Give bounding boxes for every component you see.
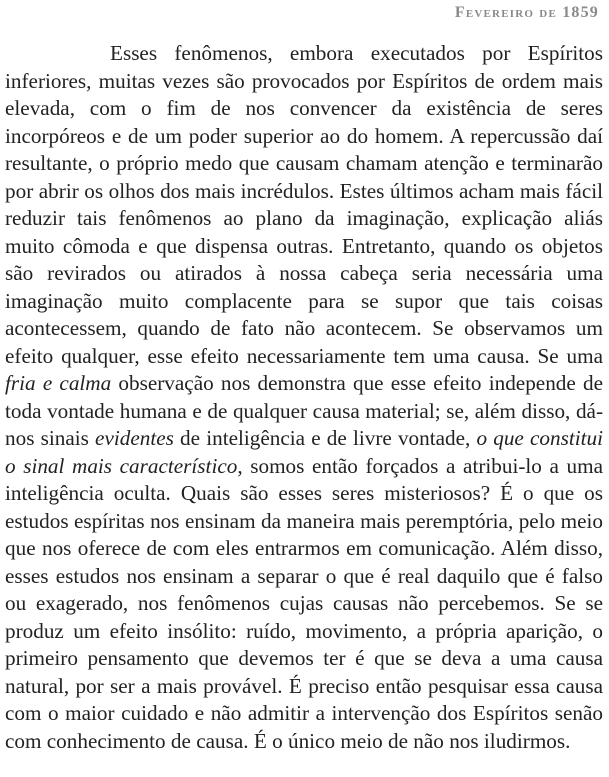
text-segment-3: de inteligência e de livre vontade, xyxy=(173,426,477,450)
text-segment-4: , somos então forçados a atribui-lo a uma inteligência oculta. Quais são esses seres misteriosos? É o que os estudos espíritas nos ensinam da maneira mais peremptória, pelo meio que nos oferece de com eles entrarmos em comunicação. Além disso, esses estudos nos ensinam a separar o que é real daquilo que é falso ou exagerado, nos fenômenos cujas causas não percebemos. Se se produz um efeito insólito: ruído, movimento, a própria aparição, o primeiro pensamento que devemos ter é que se deva a uma causa natural, por ser a mais provável. É preciso então pesquisar essa causa com o maior cuidado e não admitir a intervenção dos Espíritos senão com conhecimento de causa. É o único meio de não nos iludirmos. xyxy=(5,453,603,753)
page-body xyxy=(5,40,603,755)
text-segment-2: observação nos demonstra que esse efeito independe de toda vontade humana e de qualquer causa material; se, além disso, dá-nos sinais xyxy=(5,371,603,450)
body-paragraph xyxy=(5,40,603,755)
emphasis-sinal-caracteristico: o que constitui o sinal mais característico xyxy=(5,426,603,478)
running-header: Fevereiro de 1859 xyxy=(454,4,599,21)
emphasis-fria-e-calma: fria e calma xyxy=(5,371,112,395)
text-segment-1: Esses fenômenos, embora executados por Espíritos inferiores, muitas vezes são provocados por Espíritos de ordem mais elevada, com o fim de nos convencer da existência de seres incorpóreos e de um poder superior ao do homem. A repercussão daí resultante, o próprio medo que causam chamam atenção e terminarão por abrir os olhos dos mais incrédulos. Estes últimos acham mais fácil reduzir tais fenômenos ao plano da imaginação, explicação aliás muito cômoda e que dispensa outras. Entretanto, quando os objetos são revirados ou atirados à nossa cabeça seria necessária uma imaginação muito complacente para se supor que tais coisas acontecessem, quando de fato não acontecem. Se observamos um efeito qualquer, esse efeito necessariamente tem uma causa. Se uma xyxy=(5,41,603,368)
emphasis-evidentes: evidentes xyxy=(95,426,174,450)
